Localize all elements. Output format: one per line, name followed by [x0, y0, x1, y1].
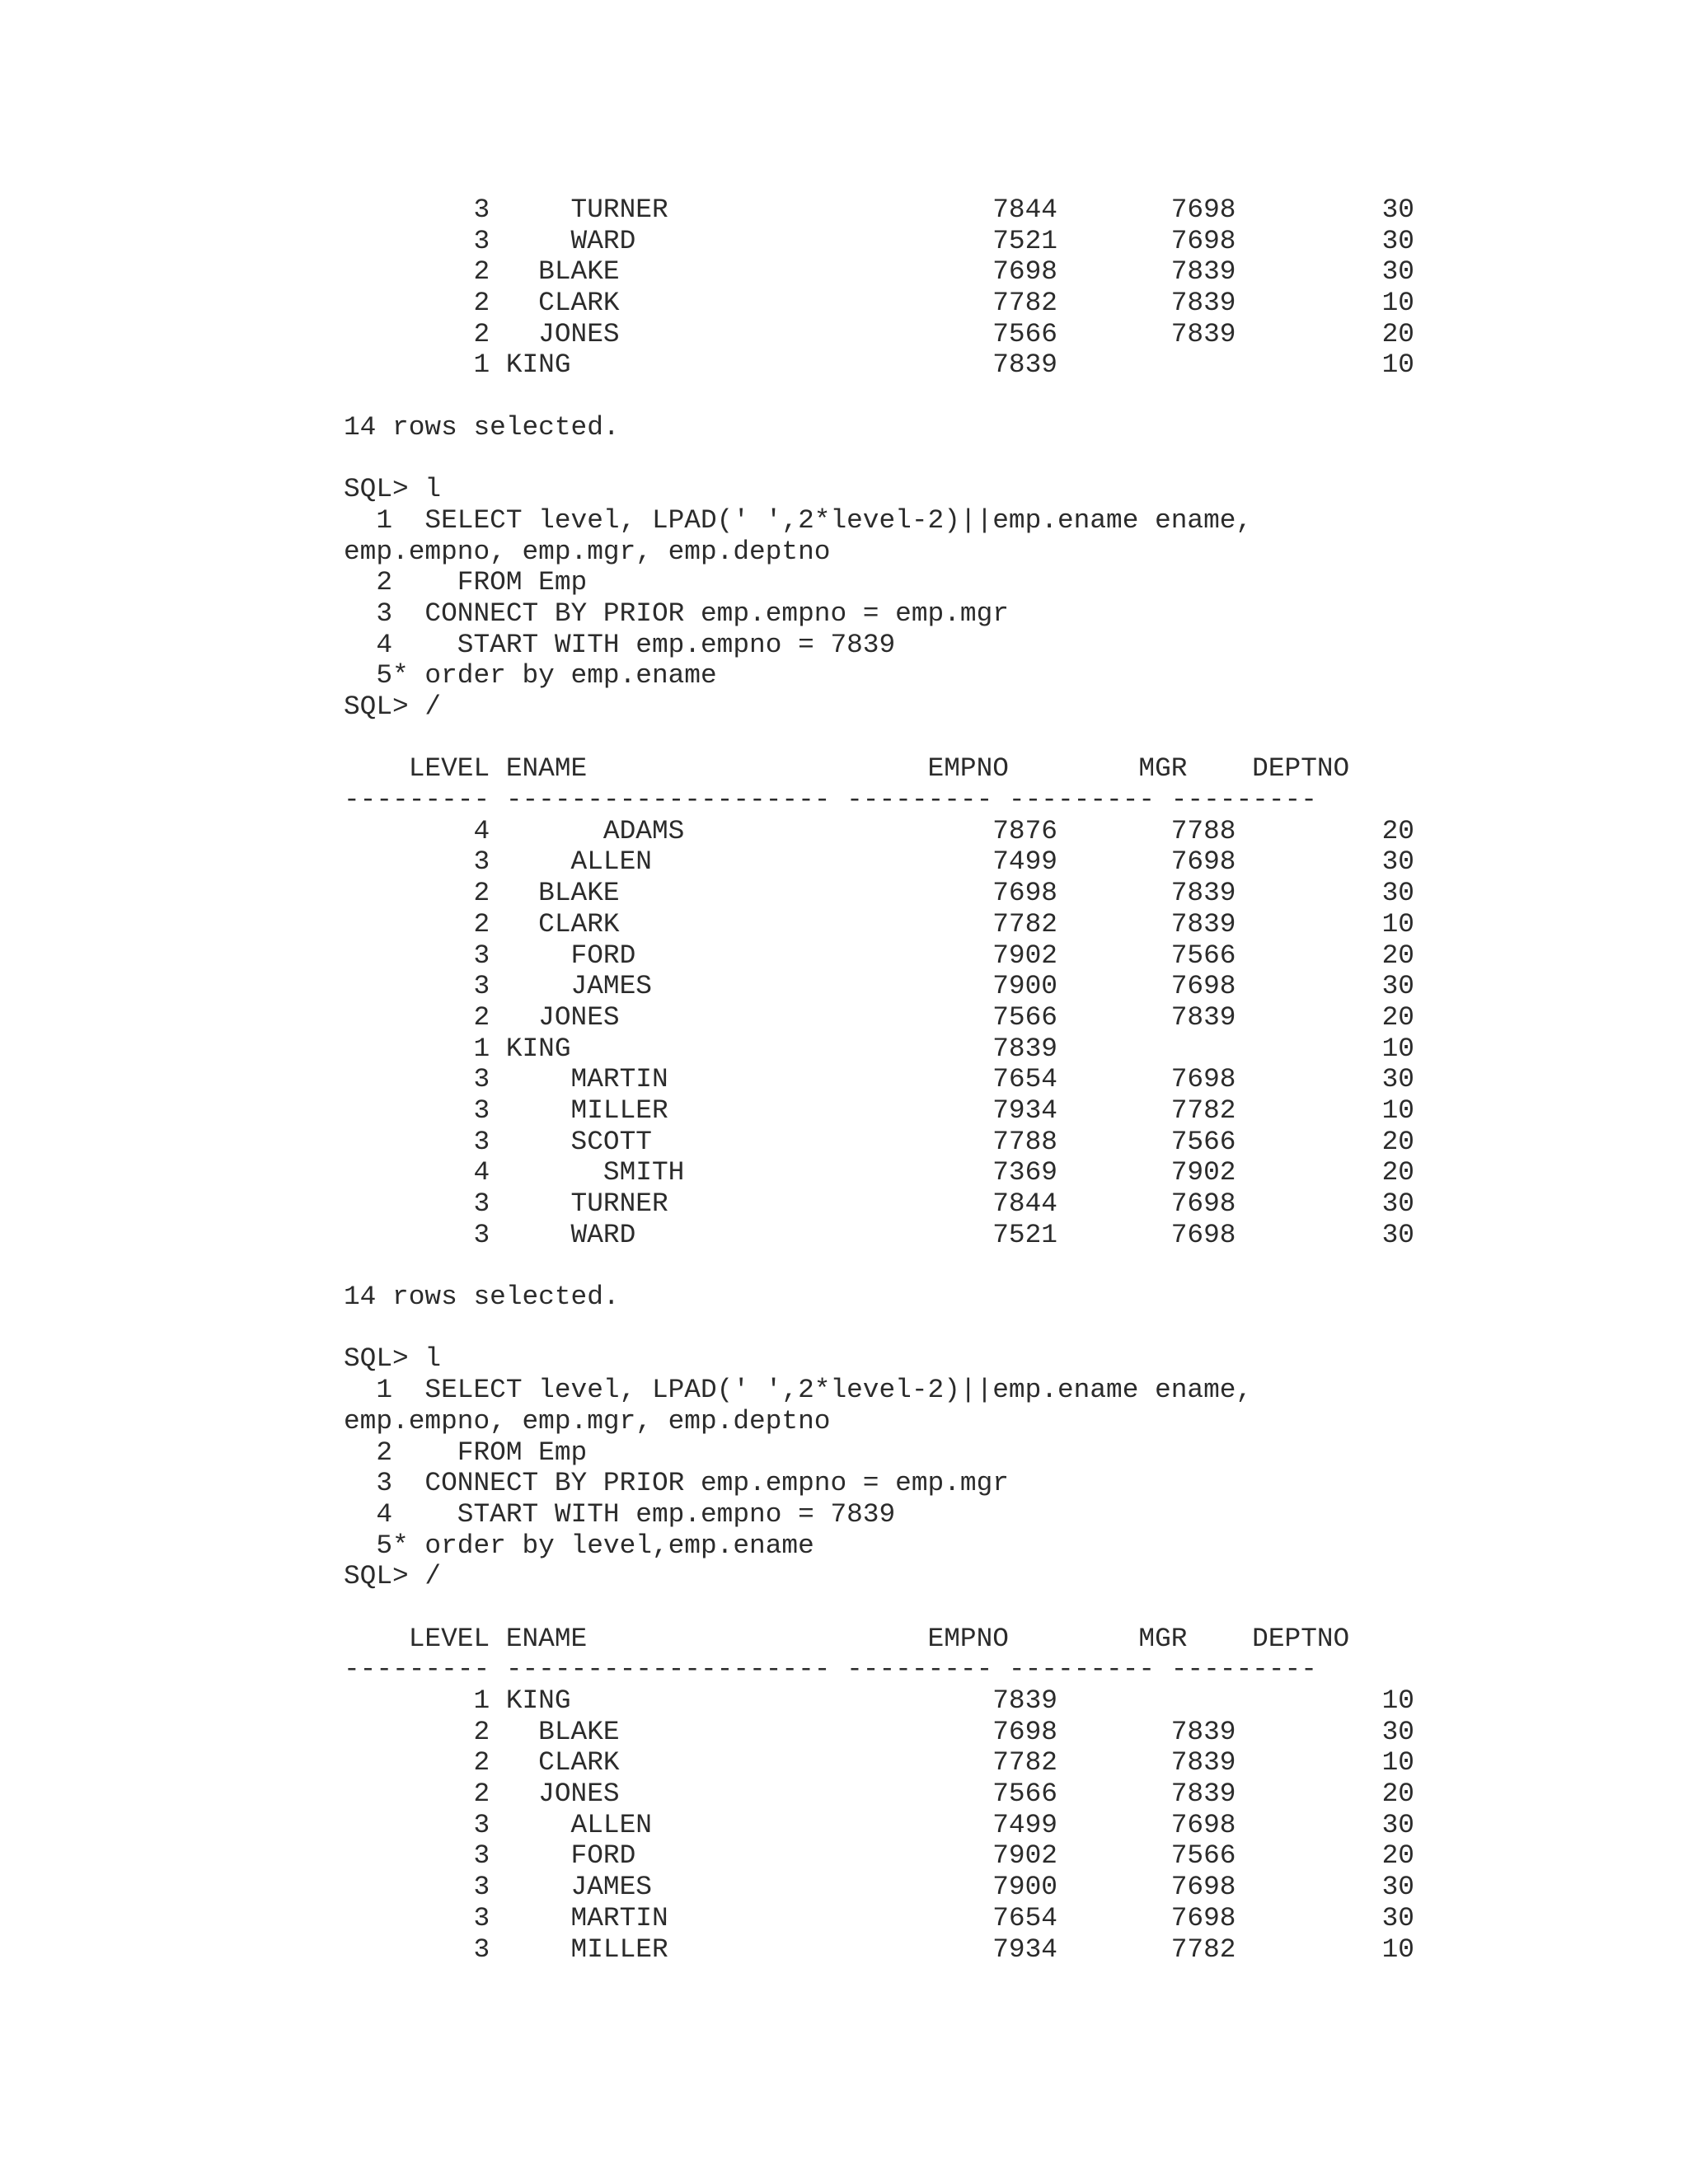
query-line: 1 SELECT level, LPAD(' ',2*level-2)||emp.ename ename, — [344, 1375, 1253, 1406]
rows-selected-message: 14 rows selected. — [344, 1282, 620, 1313]
query-line: 2 FROM Emp — [344, 1436, 588, 1468]
result-row: 2 JONES 7566 7839 20 — [344, 1779, 1414, 1810]
column-header-row: LEVEL ENAME EMPNO MGR DEPTNO — [344, 753, 1350, 785]
query-line: 5* order by emp.ename — [344, 660, 717, 691]
result-row: 3 FORD 7902 7566 20 — [344, 940, 1414, 971]
result-row: 3 WARD 7521 7698 30 — [344, 225, 1414, 256]
result-row: 3 JAMES 7900 7698 30 — [344, 1872, 1414, 1903]
query-line: 1 SELECT level, LPAD(' ',2*level-2)||emp.ename ename, — [344, 504, 1253, 536]
blank-line — [344, 1313, 1414, 1344]
query-line: 3 CONNECT BY PRIOR emp.empno = emp.mgr — [344, 1468, 1009, 1499]
result-row: 3 TURNER 7844 7698 30 — [344, 194, 1414, 225]
result-row: 3 MILLER 7934 7782 10 — [344, 1933, 1414, 1965]
result-row: 2 BLAKE 7698 7839 30 — [344, 878, 1414, 909]
result-row: 3 JAMES 7900 7698 30 — [344, 971, 1414, 1002]
result-row: 4 ADAMS 7876 7788 20 — [344, 815, 1414, 846]
result-row: 2 BLAKE 7698 7839 30 — [344, 256, 1414, 288]
sql-prompt-list: SQL> l — [344, 474, 442, 505]
query-line: emp.empno, emp.mgr, emp.deptno — [344, 536, 831, 567]
sql-output-listing — [344, 194, 1414, 1965]
result-row: 2 CLARK 7782 7839 10 — [344, 908, 1414, 940]
column-underline-row: --------- -------------------- --------- --------- --------- — [344, 785, 1317, 816]
result-row: 1 KING 7839 10 — [344, 1685, 1414, 1716]
query-line: 3 CONNECT BY PRIOR emp.empno = emp.mgr — [344, 598, 1009, 629]
blank-line — [344, 443, 1414, 475]
sql-prompt-run: SQL> / — [344, 1561, 442, 1592]
result-row: 1 KING 7839 10 — [344, 349, 1414, 381]
result-row: 3 FORD 7902 7566 20 — [344, 1840, 1414, 1872]
column-underline-row: --------- -------------------- --------- --------- --------- — [344, 1654, 1317, 1685]
sql-prompt-run: SQL> / — [344, 691, 442, 722]
result-row: 1 KING 7839 10 — [344, 1033, 1414, 1064]
blank-line — [344, 1592, 1414, 1624]
query-line: 4 START WITH emp.empno = 7839 — [344, 1498, 896, 1530]
result-row: 3 TURNER 7844 7698 30 — [344, 1188, 1414, 1219]
sql-prompt-list: SQL> l — [344, 1343, 442, 1375]
result-row: 3 MARTIN 7654 7698 30 — [344, 1064, 1414, 1095]
result-row: 2 CLARK 7782 7839 10 — [344, 1747, 1414, 1779]
blank-line — [344, 723, 1414, 754]
result-row: 3 WARD 7521 7698 30 — [344, 1219, 1414, 1250]
blank-line — [344, 1250, 1414, 1282]
query-line: emp.empno, emp.mgr, emp.deptno — [344, 1405, 831, 1436]
result-row: 2 JONES 7566 7839 20 — [344, 1001, 1414, 1033]
result-row: 3 MARTIN 7654 7698 30 — [344, 1902, 1414, 1933]
result-row: 4 SMITH 7369 7902 20 — [344, 1157, 1414, 1188]
blank-line — [344, 381, 1414, 412]
result-row: 3 ALLEN 7499 7698 30 — [344, 1809, 1414, 1840]
query-line: 5* order by level,emp.ename — [344, 1530, 814, 1561]
result-row: 2 JONES 7566 7839 20 — [344, 318, 1414, 349]
query-line: 2 FROM Emp — [344, 567, 588, 598]
rows-selected-message: 14 rows selected. — [344, 411, 620, 443]
result-row: 3 SCOTT 7788 7566 20 — [344, 1126, 1414, 1157]
result-row: 3 MILLER 7934 7782 10 — [344, 1094, 1414, 1126]
result-row: 2 CLARK 7782 7839 10 — [344, 288, 1414, 319]
query-line: 4 START WITH emp.empno = 7839 — [344, 629, 896, 660]
result-row: 2 BLAKE 7698 7839 30 — [344, 1716, 1414, 1747]
result-row: 3 ALLEN 7499 7698 30 — [344, 846, 1414, 878]
column-header-row: LEVEL ENAME EMPNO MGR DEPTNO — [344, 1623, 1350, 1654]
